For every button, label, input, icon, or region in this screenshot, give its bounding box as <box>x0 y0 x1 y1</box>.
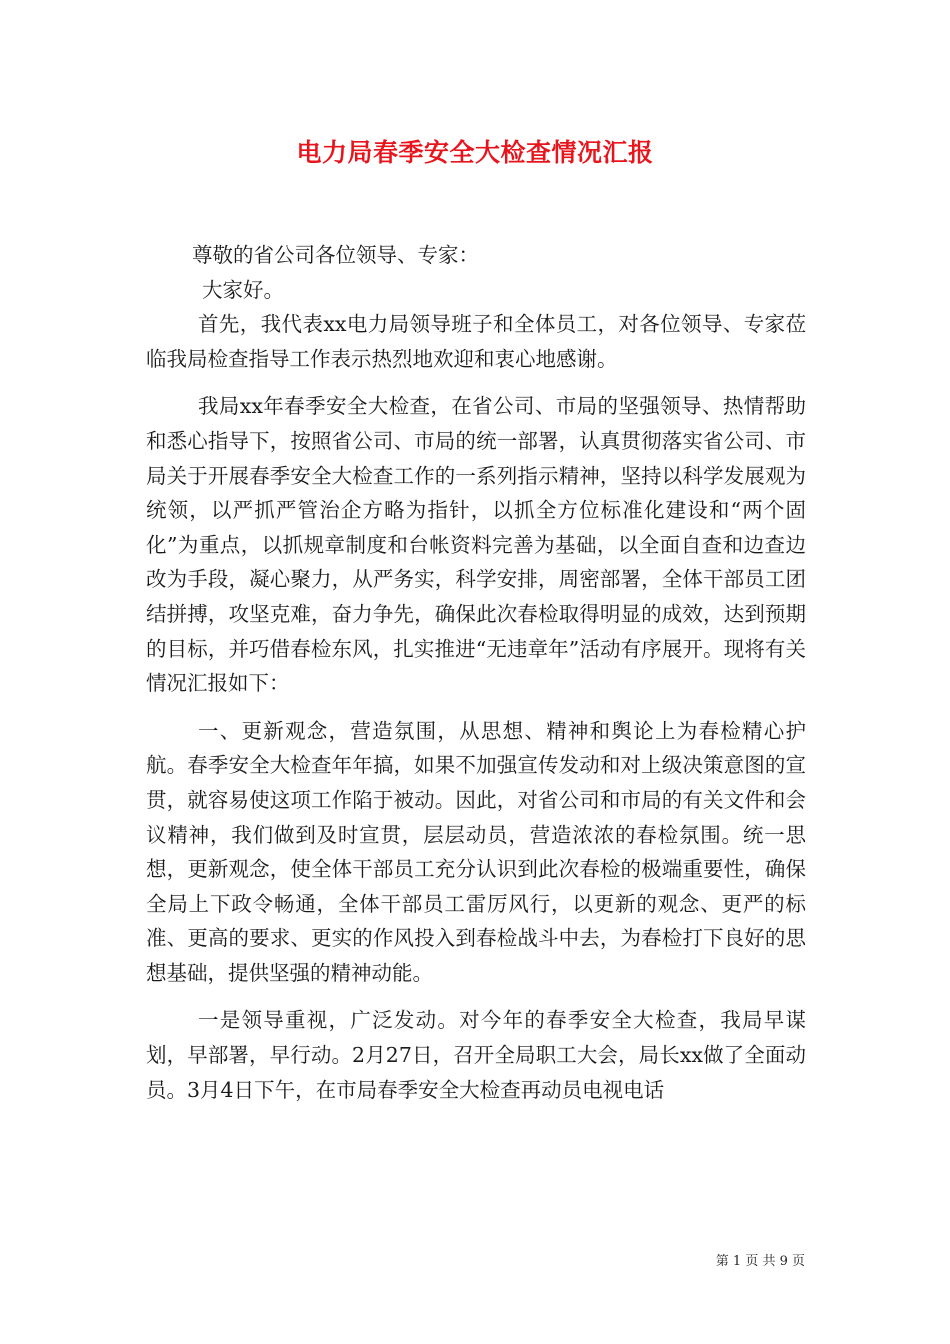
paragraph-section-one: 一、更新观念，营造氛围，从思想、精神和舆论上为春检精心护航。春季安全大检查年年搞，如果不加强宣传发动和对上级决策意图的宣贯，就容易使这项工作陷于被动。因此，对省公司和市局的有关文件和会议精神，我们做到及时宣贯，层层动员，营造浓浓的春检氛围。统一思想，更新观念，使全体干部员工充分认识到此次春检的极端重要性，确保全局上下政令畅通，全体干部员工雷厉风行，以更新的观念、更严的标准、更高的要求、更实的作风投入到春检战斗中去，为春检打下良好的思想基础，提供坚强的精神动能。 <box>146 718 806 985</box>
page-number: 第 1 页 共 9 页 <box>715 1254 805 1269</box>
paragraph-intro: 首先，我代表xx电力局领导班子和全体员工，对各位领导、专家莅临我局检查指导工作表示热烈地欢迎和衷心地感谢。 <box>146 312 806 371</box>
salutation: 尊敬的省公司各位领导、专家： <box>192 243 479 267</box>
greeting: 大家好。 <box>202 277 284 302</box>
document-body <box>146 238 806 1107</box>
paragraph-overview: 我局xx年春季安全大检查，在省公司、市局的坚强领导、热情帮助和悉心指导下，按照省公司、市局的统一部署，认真贯彻落实省公司、市局关于开展春季安全大检查工作的一系列指示精神，坚持以科学发展观为统领，以严抓严管治企方略为指针，以抓全方位标准化建设和“两个固化”为重点，以抓规章制度和台帐资料完善为基础，以全面自查和边查边改为手段，凝心聚力，从严务实，科学安排，周密部署，全体干部员工团结拼搏，攻坚克难，奋力争先，确保此次春检取得明显的成效，达到预期的目标，并巧借春检东风，扎实推进“无违章年”活动有序展开。现将有关情况汇报如下： <box>146 394 806 696</box>
document-title: 电力局春季安全大检查情况汇报 <box>296 138 654 167</box>
paragraph-point-one: 一是领导重视，广泛发动。对今年的春季安全大检查，我局早谋划，早部署，早行动。2月27日，召开全局职工大会，局长xx做了全面动员。3月4日下午，在市局春季安全大检查再动员电视电话 <box>146 1008 806 1102</box>
